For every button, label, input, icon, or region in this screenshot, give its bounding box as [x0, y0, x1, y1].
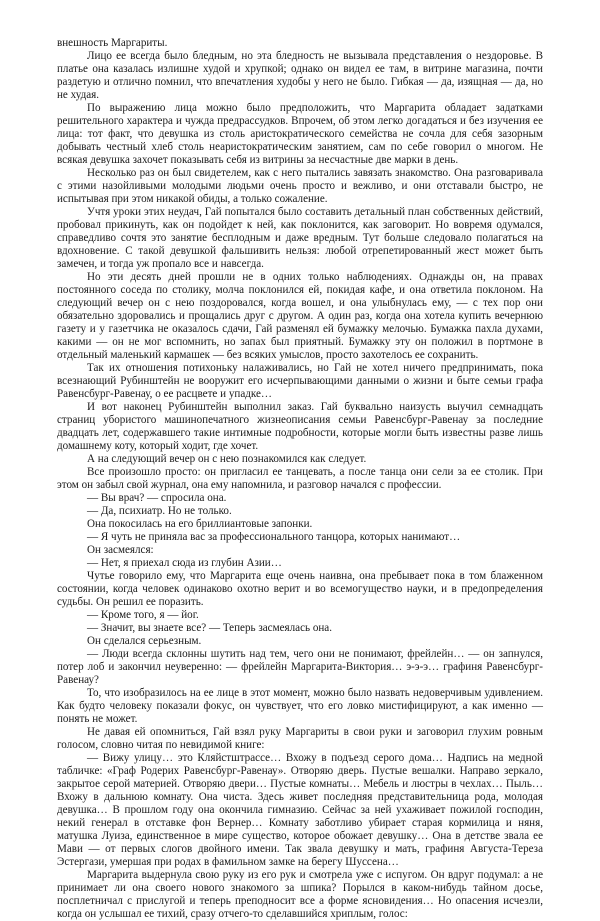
paragraph: И вот наконец Рубинштейн выполнил заказ. Гай буквально наизусть выучил семнадцать страниц убористого машинопечатного жизнеописания семьи Равенсбург-Равенау за последние двадцать лет, содержавшего такие интимные подробности, которые могли быть известны разве лишь домашнему коту, который ходит, где хочет. [57, 401, 543, 452]
paragraph: — Вижу улицу… это Кляйстштрассе… Вхожу в подъезд серого дома… Надпись на медной табличке: «Граф Родерих Равенсбург-Равенау». Отворяю дверь. Пустые вешалки. Направо зеркало, закрытое серой материей. Отворяю двери… Пустые комнаты… Мебель и люстры в чехлах… Пыль… Вхожу в дальнюю комнату. Она чиста. Здесь живет последняя представительница рода, молодая девушка… В прошлом году она окончила гимназию. Сейчас за ней ухаживает пожилой господин, некий генерал в отставке фон Вернер… Комнату заботливо убирает старая кормилица и няня, матушка Луиза, единственное в мире существо, которое обожает девушку… Она в детстве звала ее Мави — от первых слогов двойного имени. Так звала девушку и мать, графиня Августа-Тереза Эстергази, умершая при родах в фамильном замке на берегу Шуссена… [57, 752, 543, 868]
paragraph: Он сделался серьезным. [87, 635, 202, 647]
paragraph: По выражению лица можно было предположить, что Маргарита обладает задатками решительного характера и чужда предрассудков. Впрочем, об этом легко догадаться и без изучения ее лица: тот факт, что девушка из столь аристократического семейства не сочла для себя зазорным добывать честный хлеб столь неаристократическим занятием, сам по себе говорил о многом. Не всякая девушка захочет показывать себя из витрины за несчастные две марки в день. [57, 102, 543, 166]
paragraph: Учтя уроки этих неудач, Гай попытался было составить детальный план собственных действий, пробовал прикинуть, как он подойдет к ней, как поклонится, как заговорит. Но вовремя одумался, справедливо сочтя это занятие бесплодным и даже вредным. Тут больше следовало полагаться на вдохновение. С такой девушкой фальшивить нельзя: любой отрепетированный жест может быть замечен, и тогда уж пропало все и навсегда. [57, 206, 543, 270]
paragraph: — Я чуть не приняла вас за профессионального танцора, которых нанимают… [87, 531, 461, 543]
paragraph: Он засмеялся: [87, 544, 154, 556]
paragraph: — Вы врач? — спросила она. [87, 492, 227, 504]
paragraph: Не давая ей опомниться, Гай взял руку Маргариты в свои руки и заговорил глухим ровным голосом, словно читая по невидимой книге: [57, 726, 543, 751]
paragraph: Все произошло просто: он пригласил ее танцевать, а после танца они сели за ее столик. При этом он забыл свой журнал, она ему напомнила, и разговор начался с профессии. [57, 466, 543, 491]
paragraph: А на следующий вечер он с нею познакомился как следует. [87, 453, 367, 465]
document-page [57, 37, 543, 921]
paragraph: Маргарита выдернула свою руку из его рук и смотрела уже с испугом. Он вдруг подумал: а не принимает ли она своего нового знакомого за шпика? Порылся в каком-нибудь тайном досье, посплетничал с прислугой и теперь преподносит все а форме ясновидения… Но опасения исчезли, когда он услышал ее тихий, сразу отчего-то сделавшийся хриплым, голос: [57, 869, 543, 920]
paragraph: — Значит, вы знаете все? — Теперь засмеялась она. [87, 622, 333, 634]
paragraph: Несколько раз он был свидетелем, как с него пытались завязать знакомство. Она разговаривала с этими назойливыми молодыми людьми очень просто и вежливо, и они отставали быстро, не испытывая при этом никакой обиды, а только сожаление. [57, 167, 543, 205]
paragraph: То, что изобразилось на ее лице в этот момент, можно было назвать недоверчивым удивлением. Как будто человеку показали фокус, он чувствует, что его ловко мистифицируют, а как именно — понять не может. [57, 687, 543, 725]
paragraph: — Нет, я приехал сюда из глубин Азии… [87, 557, 282, 569]
paragraph: — Да, психиатр. Но не только. [87, 505, 232, 517]
paragraph: — Люди всегда склонны шутить над тем, чего они не понимают, фрейлейн… — он запнулся, потер лоб и закончил неуверенно: — фрейлейн Маргарита-Виктория… э-э-э… графиня Равенсбург-Равенау? [57, 648, 543, 686]
paragraph: Так их отношения потихоньку налаживались, но Гай не хотел ничего предпринимать, пока всезнающий Рубинштейн не вооружит его исчерпывающими данными о жизни и быте семьи графа Равенсбург-Равенау, о ее расцвете и упадке… [57, 362, 543, 400]
paragraph: Но эти десять дней прошли не в одних только наблюдениях. Однажды он, на правах постоянного соседа по столику, молча поклонился ей, покидая кафе, и она ответила поклоном. На следующий вечер он с нею поздоровался, когда вошел, и она улыбнулась ему, — с тех пор они обязательно здоровались и прощались друг с другом. А один раз, когда она хотела купить вечернюю газету и у газетчика не оказалось сдачи, Гай разменял ей бумажку мелочью. Бумажка пахла духами, какими — он не мог вспомнить, но запах был приятный. Бумажку эту он положил в портмоне в отдельный маленький кармашек — без всяких умыслов, просто захотелось ее сохранить. [57, 271, 543, 361]
paragraph: — Кроме того, я — йог. [87, 609, 199, 621]
paragraph: внешность Маргариты. [57, 37, 168, 49]
paragraph: Она покосилась на его бриллиантовые запонки. [87, 518, 313, 530]
paragraph: Чутье говорило ему, что Маргарита еще очень наивна, она пребывает пока в том блаженном состоянии, когда человек одинаково охотно верит и во всемогущество науки, и в предопределения судьбы. Он решил ее поразить. [57, 570, 543, 608]
paragraph: Лицо ее всегда было бледным, но эта бледность не вызывала представления о нездоровье. В платье она казалась излишне худой и хрупкой; однако он видел ее там, в витрине магазина, почти раздетую и отлично помнил, что впечатления худобы у него не было. Гибкая — да, изящная — да, но не худая. [57, 50, 543, 101]
